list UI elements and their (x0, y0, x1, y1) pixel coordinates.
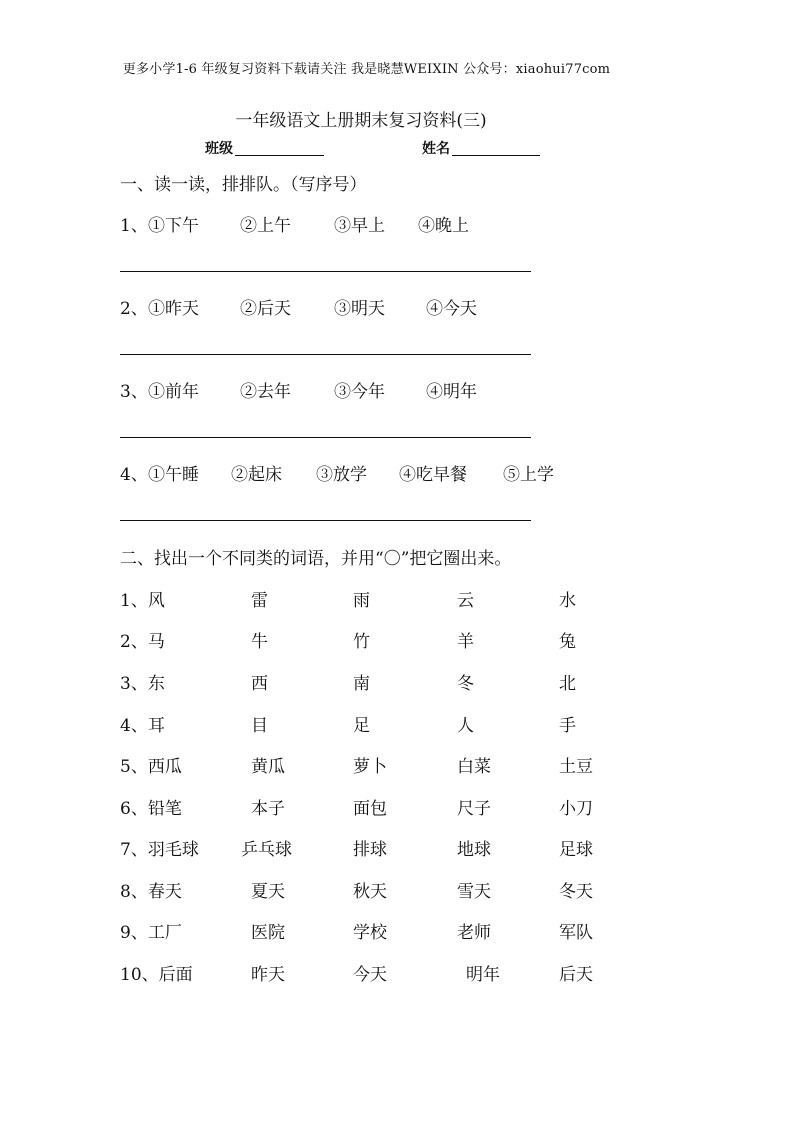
word-cell[interactable]: 10、后面 (120, 965, 193, 985)
word-cell[interactable]: 雷 (251, 591, 268, 611)
table-row (120, 794, 620, 819)
word-cell[interactable]: 本子 (251, 799, 285, 819)
option: ①昨天 (148, 299, 199, 319)
table-row (120, 711, 620, 736)
word-cell[interactable]: 兔 (559, 632, 576, 652)
table-row (120, 960, 620, 985)
option: ②后天 (240, 299, 291, 319)
word-cell[interactable]: 2、马 (120, 632, 165, 652)
word-cell[interactable]: 乒乓球 (241, 840, 292, 860)
class-fill-line[interactable] (235, 155, 324, 156)
option: ③今年 (334, 382, 385, 402)
option: ②起床 (231, 465, 282, 485)
word-cell[interactable]: 足球 (559, 840, 593, 860)
word-cell[interactable]: 萝卜 (353, 757, 387, 777)
word-cell[interactable]: 8、春天 (120, 882, 182, 902)
word-cell[interactable]: 南 (353, 674, 370, 694)
word-cell[interactable]: 夏天 (251, 882, 285, 902)
table-row (120, 918, 620, 943)
name-label: 姓名 (422, 141, 450, 157)
word-cell[interactable]: 1、风 (120, 591, 165, 611)
word-cell[interactable]: 人 (457, 716, 474, 736)
word-cell[interactable]: 军队 (559, 923, 593, 943)
table-row (120, 586, 620, 611)
option: ①午睡 (148, 465, 199, 485)
word-cell[interactable]: 北 (559, 674, 576, 694)
word-cell[interactable]: 医院 (251, 923, 285, 943)
word-cell[interactable]: 雪天 (457, 882, 491, 902)
word-cell[interactable]: 西 (251, 674, 268, 694)
word-cell[interactable]: 土豆 (559, 757, 593, 777)
section2-heading: 二、找出一个不同类的词语，并用“〇”把它圈出来。 (120, 549, 512, 569)
word-cell[interactable]: 后天 (559, 965, 593, 985)
question-number: 1、 (120, 216, 148, 236)
answer-line-4[interactable] (120, 520, 531, 521)
word-cell[interactable]: 地球 (457, 840, 491, 860)
question-number: 4、 (120, 465, 148, 485)
question-1 (120, 211, 520, 236)
answer-line-2[interactable] (120, 354, 531, 355)
word-cell[interactable]: 冬 (457, 674, 474, 694)
option: ⑤上学 (503, 465, 554, 485)
word-cell[interactable]: 3、东 (120, 674, 165, 694)
answer-line-3[interactable] (120, 437, 531, 438)
option: ④今天 (426, 299, 477, 319)
word-cell[interactable]: 面包 (353, 799, 387, 819)
option: ③早上 (334, 216, 385, 236)
word-cell[interactable]: 羊 (457, 632, 474, 652)
word-cell[interactable]: 黄瓜 (251, 757, 285, 777)
option: ②上午 (240, 216, 291, 236)
word-cell[interactable]: 6、铅笔 (120, 799, 182, 819)
word-cell[interactable]: 秋天 (353, 882, 387, 902)
name-fill-line[interactable] (452, 155, 540, 156)
word-cell[interactable]: 排球 (353, 840, 387, 860)
word-cell[interactable]: 9、工厂 (120, 923, 182, 943)
question-2 (120, 294, 520, 319)
table-row (120, 669, 620, 694)
option: ③放学 (316, 465, 367, 485)
option: ④明年 (426, 382, 477, 402)
word-cell[interactable]: 云 (457, 591, 474, 611)
word-cell[interactable]: 雨 (353, 591, 370, 611)
option: ②去年 (240, 382, 291, 402)
table-row (120, 835, 620, 860)
option: ④吃早餐 (399, 465, 467, 485)
word-cell[interactable]: 尺子 (457, 799, 491, 819)
question-number: 2、 (120, 299, 148, 319)
word-cell[interactable]: 足 (353, 716, 370, 736)
word-cell[interactable]: 7、羽毛球 (120, 840, 199, 860)
word-cell[interactable]: 白菜 (457, 757, 491, 777)
option: ④晚上 (418, 216, 469, 236)
word-cell[interactable]: 昨天 (251, 965, 285, 985)
table-row (120, 752, 620, 777)
option: ①下午 (148, 216, 199, 236)
option: ③明天 (334, 299, 385, 319)
word-cell[interactable]: 老师 (457, 923, 491, 943)
word-cell[interactable]: 水 (559, 591, 576, 611)
word-cell[interactable]: 学校 (353, 923, 387, 943)
question-number: 3、 (120, 382, 148, 402)
word-cell[interactable]: 小刀 (559, 799, 593, 819)
question-4 (120, 460, 590, 485)
word-cell[interactable]: 目 (251, 716, 268, 736)
class-label: 班级 (205, 141, 233, 157)
word-cell[interactable]: 竹 (353, 632, 370, 652)
word-cell[interactable]: 手 (559, 716, 576, 736)
word-cell[interactable]: 4、耳 (120, 716, 165, 736)
word-cell[interactable]: 今天 (353, 965, 387, 985)
header-note: 更多小学1-6 年级复习资料下载请关注 我是晓慧WEIXIN 公众号：xiaohui77com (122, 62, 611, 77)
option: ①前年 (148, 382, 199, 402)
word-cell[interactable]: 牛 (251, 632, 268, 652)
question-3 (120, 377, 520, 402)
table-row (120, 877, 620, 902)
page-title: 一年级语文上册期末复习资料(三) (235, 111, 487, 131)
word-cell[interactable]: 5、西瓜 (120, 757, 182, 777)
answer-line-1[interactable] (120, 271, 531, 272)
section1-heading: 一、读一读，排排队。（写序号） (120, 175, 367, 195)
table-row (120, 627, 620, 652)
word-cell[interactable]: 冬天 (559, 882, 593, 902)
word-cell[interactable]: 明年 (466, 965, 500, 985)
